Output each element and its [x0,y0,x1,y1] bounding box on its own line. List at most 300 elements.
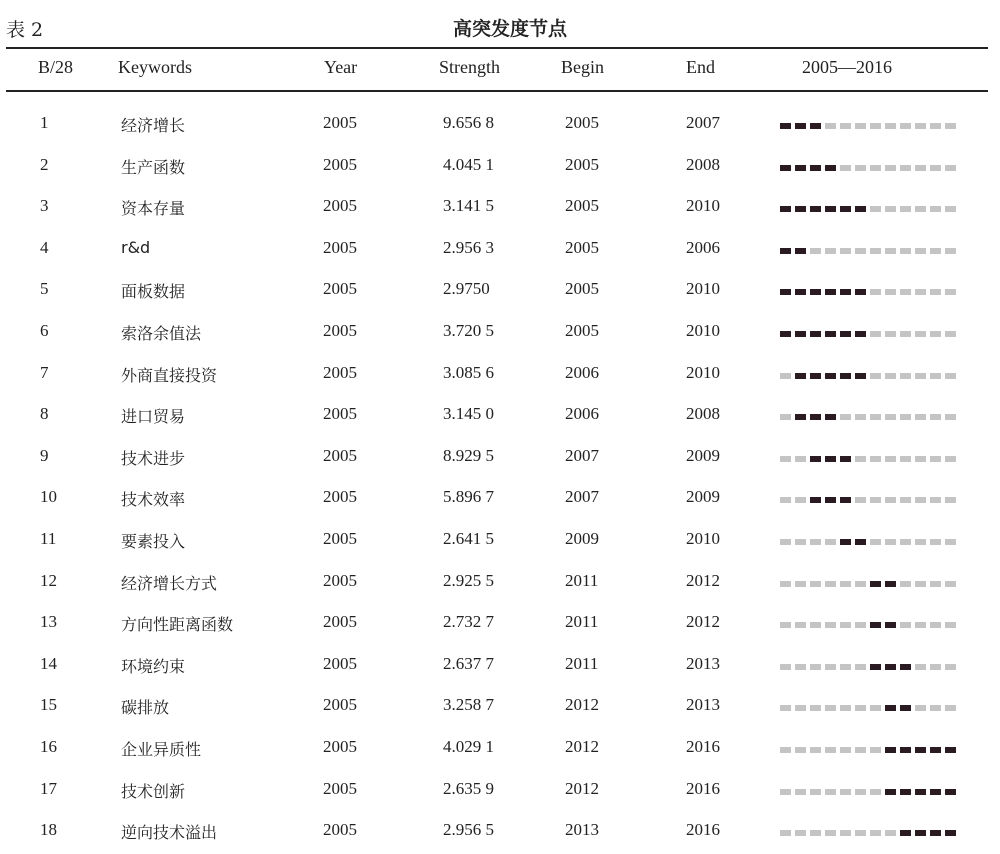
burst-segment-active [795,414,806,420]
burst-segment-active [825,289,836,295]
burst-segment-active [840,497,851,503]
burst-segment-inactive [915,581,926,587]
burst-segment-active [810,456,821,462]
row-end: 2006 [686,237,720,257]
burst-segment-inactive [855,747,866,753]
burst-segment-inactive [825,705,836,711]
burst-timeline [780,747,956,753]
burst-segment-inactive [945,289,956,295]
burst-segment-active [930,747,941,753]
burst-segment-active [855,373,866,379]
row-index: 2 [40,154,49,174]
burst-segment-active [825,373,836,379]
row-strength: 3.145 0 [443,404,494,424]
burst-segment-inactive [870,165,881,171]
row-end: 2012 [686,570,720,590]
row-strength: 2.637 7 [443,653,494,673]
row-index: 17 [40,778,57,798]
burst-segment-inactive [915,622,926,628]
row-keyword: 碳排放 [121,698,170,718]
burst-segment-inactive [900,456,911,462]
burst-segment-inactive [780,373,791,379]
burst-segment-inactive [795,830,806,836]
burst-segment-inactive [930,705,941,711]
burst-segment-inactive [840,414,851,420]
burst-segment-inactive [915,289,926,295]
row-keyword: 资本存量 [121,199,186,219]
row-index: 16 [40,737,57,756]
burst-segment-active [840,539,851,545]
burst-segment-inactive [900,539,911,545]
row-strength: 2.956 3 [443,237,494,257]
burst-segment-active [810,497,821,503]
burst-segment-inactive [795,456,806,462]
row-keyword: 经济增长方式 [121,573,218,593]
burst-segment-active [855,539,866,545]
row-begin: 2011 [565,653,599,673]
burst-segment-active [795,206,806,212]
burst-segment-inactive [930,248,941,254]
row-index: 8 [40,404,49,424]
row-begin: 2005 [565,154,599,174]
burst-segment-active [780,206,791,212]
burst-segment-inactive [855,705,866,711]
burst-segment-inactive [885,830,896,836]
row-keyword: 企业异质性 [121,740,202,759]
burst-segment-active [810,123,821,129]
burst-segment-inactive [870,123,881,129]
burst-segment-inactive [810,539,821,545]
burst-segment-inactive [780,539,791,545]
burst-segment-inactive [870,497,881,503]
row-year: 2005 [323,196,357,216]
burst-segment-inactive [915,539,926,545]
row-begin: 2005 [565,279,599,299]
row-begin: 2012 [565,778,599,798]
burst-segment-active [885,581,896,587]
row-year: 2005 [323,778,357,798]
burst-segment-inactive [870,705,881,711]
row-strength: 2.9750 [443,279,490,299]
burst-timeline [780,789,956,795]
burst-segment-inactive [900,581,911,587]
burst-segment-active [825,456,836,462]
row-strength: 3.258 7 [443,695,494,715]
burst-segment-active [930,789,941,795]
row-keyword: 技术效率 [121,490,186,510]
burst-segment-inactive [900,206,911,212]
row-begin: 2006 [565,362,599,382]
row-index: 13 [40,612,57,632]
burst-segment-active [915,747,926,753]
row-begin: 2012 [565,737,599,756]
burst-segment-active [825,331,836,337]
burst-segment-inactive [825,622,836,628]
burst-segment-active [900,830,911,836]
burst-segment-inactive [825,664,836,670]
burst-segment-inactive [870,206,881,212]
row-index: 4 [40,237,49,257]
burst-segment-inactive [870,248,881,254]
burst-segment-inactive [810,705,821,711]
burst-segment-inactive [885,456,896,462]
burst-segment-inactive [930,289,941,295]
row-keyword: 逆向技术溢出 [121,823,218,843]
burst-segment-inactive [825,123,836,129]
burst-segment-inactive [795,705,806,711]
header-index: B/28 [38,57,74,77]
burst-timeline [780,373,956,379]
header-range: 2005—2016 [802,57,892,77]
burst-segment-inactive [885,206,896,212]
burst-segment-active [825,414,836,420]
row-keyword: 技术创新 [121,781,186,801]
burst-segment-inactive [915,414,926,420]
row-begin: 2007 [565,487,599,507]
burst-segment-inactive [825,581,836,587]
row-year: 2005 [323,529,357,548]
row-keyword: 环境约束 [121,656,186,676]
burst-segment-inactive [810,789,821,795]
burst-segment-inactive [945,123,956,129]
burst-segment-inactive [870,414,881,420]
row-index: 10 [40,487,57,507]
burst-segment-inactive [855,456,866,462]
burst-segment-inactive [810,664,821,670]
row-end: 2010 [686,362,720,382]
burst-segment-inactive [780,581,791,587]
burst-segment-inactive [870,456,881,462]
burst-segment-inactive [795,581,806,587]
row-begin: 2011 [565,570,599,590]
burst-segment-inactive [945,373,956,379]
burst-segment-inactive [930,331,941,337]
burst-segment-inactive [885,373,896,379]
burst-segment-inactive [780,497,791,503]
burst-segment-inactive [900,414,911,420]
row-begin: 2005 [565,196,599,216]
row-end: 2009 [686,445,720,465]
row-keyword: 技术进步 [121,448,186,468]
burst-segment-inactive [900,165,911,171]
burst-timeline [780,165,956,171]
burst-segment-inactive [945,539,956,545]
row-index: 9 [40,445,49,465]
burst-segment-inactive [855,248,866,254]
burst-segment-inactive [840,123,851,129]
burst-segment-active [810,165,821,171]
burst-segment-inactive [945,165,956,171]
row-year: 2005 [323,279,357,299]
burst-segment-active [915,830,926,836]
burst-segment-active [840,331,851,337]
burst-segment-inactive [915,248,926,254]
burst-segment-inactive [795,664,806,670]
row-strength: 3.141 5 [443,196,494,216]
burst-segment-inactive [930,206,941,212]
burst-segment-inactive [945,248,956,254]
row-keyword: 索洛余值法 [121,324,202,343]
burst-segment-active [825,206,836,212]
row-begin: 2007 [565,445,599,465]
burst-segment-inactive [825,747,836,753]
header-end: End [686,57,715,77]
burst-segment-inactive [945,581,956,587]
burst-segment-inactive [930,456,941,462]
burst-segment-inactive [945,705,956,711]
burst-segment-active [795,331,806,337]
burst-segment-inactive [855,165,866,171]
row-end: 2016 [686,778,720,798]
row-year: 2005 [323,154,357,174]
burst-segment-inactive [945,622,956,628]
burst-segment-active [855,206,866,212]
burst-segment-inactive [780,414,791,420]
burst-segment-active [870,664,881,670]
row-year: 2005 [323,570,357,590]
row-end: 2008 [686,404,720,424]
burst-segment-active [840,373,851,379]
burst-segment-inactive [810,622,821,628]
burst-segment-active [780,331,791,337]
row-begin: 2006 [565,404,599,424]
row-year: 2005 [323,445,357,465]
burst-segment-active [915,789,926,795]
row-year: 2005 [323,404,357,424]
table-label: 表 2 [6,19,44,41]
burst-segment-active [855,331,866,337]
burst-segment-inactive [930,497,941,503]
burst-segment-active [840,289,851,295]
burst-timeline [780,206,956,212]
burst-segment-active [840,456,851,462]
row-end: 2008 [686,154,720,174]
burst-segment-inactive [825,539,836,545]
burst-segment-inactive [930,123,941,129]
burst-segment-inactive [885,165,896,171]
burst-segment-active [945,747,956,753]
burst-segment-inactive [930,539,941,545]
burst-segment-active [810,331,821,337]
burst-segment-active [885,664,896,670]
burst-segment-inactive [915,664,926,670]
burst-segment-inactive [810,830,821,836]
burst-segment-inactive [915,206,926,212]
burst-segment-inactive [795,539,806,545]
burst-segment-active [885,789,896,795]
burst-segment-inactive [945,331,956,337]
row-strength: 3.720 5 [443,321,494,340]
burst-segment-inactive [945,206,956,212]
burst-segment-inactive [945,497,956,503]
row-end: 2010 [686,196,720,216]
table-title: 高突发度节点 [452,18,567,40]
burst-segment-inactive [915,373,926,379]
row-begin: 2005 [565,113,599,132]
burst-segment-active [900,664,911,670]
burst-segment-active [780,165,791,171]
burst-segment-active [885,747,896,753]
burst-segment-inactive [840,747,851,753]
burst-segment-inactive [840,165,851,171]
burst-segment-active [870,622,881,628]
burst-segment-inactive [840,830,851,836]
row-end: 2010 [686,321,720,340]
burst-segment-inactive [945,664,956,670]
row-keyword: 外商直接投资 [121,365,218,385]
burst-segment-inactive [885,248,896,254]
burst-segment-active [840,206,851,212]
burst-segment-inactive [855,414,866,420]
row-begin: 2005 [565,237,599,257]
burst-segment-inactive [780,456,791,462]
row-end: 2007 [686,113,720,132]
burst-segment-inactive [900,289,911,295]
burst-segment-inactive [780,789,791,795]
burst-segment-inactive [825,830,836,836]
burst-segment-active [945,830,956,836]
row-keyword: 要素投入 [121,532,186,551]
row-index: 12 [40,570,57,590]
burst-timeline [780,622,956,628]
row-index: 7 [40,362,49,382]
burst-segment-inactive [930,622,941,628]
burst-segment-inactive [945,456,956,462]
burst-segment-inactive [825,789,836,795]
burst-segment-inactive [840,705,851,711]
row-index: 3 [40,196,49,216]
row-strength: 4.045 1 [443,154,494,174]
row-end: 2013 [686,695,720,715]
burst-segment-inactive [870,830,881,836]
row-keyword: 生产函数 [121,157,186,177]
row-index: 14 [40,653,57,673]
burst-segment-inactive [900,123,911,129]
row-strength: 2.956 5 [443,820,494,840]
burst-segment-active [825,165,836,171]
row-index: 11 [40,529,57,548]
row-year: 2005 [323,695,357,715]
row-strength: 3.085 6 [443,362,494,382]
row-strength: 9.656 8 [443,113,494,132]
burst-segment-inactive [855,664,866,670]
row-index: 15 [40,695,57,715]
burst-segment-inactive [855,497,866,503]
burst-segment-active [900,789,911,795]
row-begin: 2013 [565,820,599,840]
row-end: 2012 [686,612,720,632]
burst-segment-inactive [885,414,896,420]
row-keyword: 进口贸易 [121,407,186,427]
burst-segment-inactive [810,581,821,587]
row-year: 2005 [323,653,357,673]
burst-segment-inactive [915,456,926,462]
burst-segment-active [795,248,806,254]
burst-segment-inactive [870,289,881,295]
burst-segment-inactive [930,664,941,670]
burst-timeline [780,497,956,503]
burst-segment-active [780,248,791,254]
burst-segment-inactive [930,373,941,379]
burst-segment-inactive [855,123,866,129]
burst-segment-inactive [885,123,896,129]
row-keyword: 经济增长 [121,116,186,135]
burst-segment-active [810,373,821,379]
row-end: 2009 [686,487,720,507]
burst-segment-active [810,206,821,212]
burst-segment-active [795,373,806,379]
burst-timeline [780,539,956,545]
burst-segment-inactive [780,622,791,628]
burst-segment-active [885,622,896,628]
row-index: 5 [40,279,49,299]
row-end: 2016 [686,737,720,756]
burst-segment-active [795,165,806,171]
burst-segment-active [780,123,791,129]
burst-segment-inactive [870,747,881,753]
burst-timeline [780,581,956,587]
burst-segment-inactive [870,789,881,795]
row-begin: 2009 [565,529,599,548]
burst-segment-active [795,123,806,129]
burst-segment-active [810,414,821,420]
row-begin: 2012 [565,695,599,715]
row-keyword: 面板数据 [121,282,186,302]
burst-segment-inactive [885,289,896,295]
burst-timeline [780,664,956,670]
row-begin: 2005 [565,321,599,340]
burst-timeline [780,331,956,337]
burst-segment-inactive [885,539,896,545]
burst-segment-active [825,497,836,503]
burst-segment-inactive [795,747,806,753]
burst-segment-inactive [930,581,941,587]
row-end: 2013 [686,653,720,673]
burst-segment-inactive [780,664,791,670]
row-end: 2010 [686,529,720,548]
burst-segment-inactive [870,373,881,379]
row-index: 1 [40,113,49,132]
burst-timeline [780,414,956,420]
burst-segment-active [810,289,821,295]
burst-segment-inactive [840,789,851,795]
burst-segment-inactive [900,497,911,503]
top-rule [6,47,988,49]
row-strength: 2.925 5 [443,570,494,590]
header-year: Year [324,57,358,77]
burst-segment-active [855,289,866,295]
burst-segment-inactive [900,373,911,379]
burst-segment-inactive [945,414,956,420]
burst-segment-inactive [915,705,926,711]
burst-segment-inactive [900,248,911,254]
burst-segment-inactive [885,497,896,503]
burst-segment-inactive [915,331,926,337]
row-index: 18 [40,820,57,840]
row-year: 2005 [323,113,357,132]
burst-segment-inactive [780,747,791,753]
burst-segment-inactive [855,581,866,587]
burst-segment-inactive [840,581,851,587]
burst-segment-active [870,581,881,587]
burst-segment-inactive [855,830,866,836]
header-keywords: Keywords [118,57,192,77]
burst-segment-inactive [840,248,851,254]
burst-segment-inactive [810,248,821,254]
burst-timeline [780,248,956,254]
burst-segment-inactive [870,331,881,337]
burst-segment-inactive [825,248,836,254]
